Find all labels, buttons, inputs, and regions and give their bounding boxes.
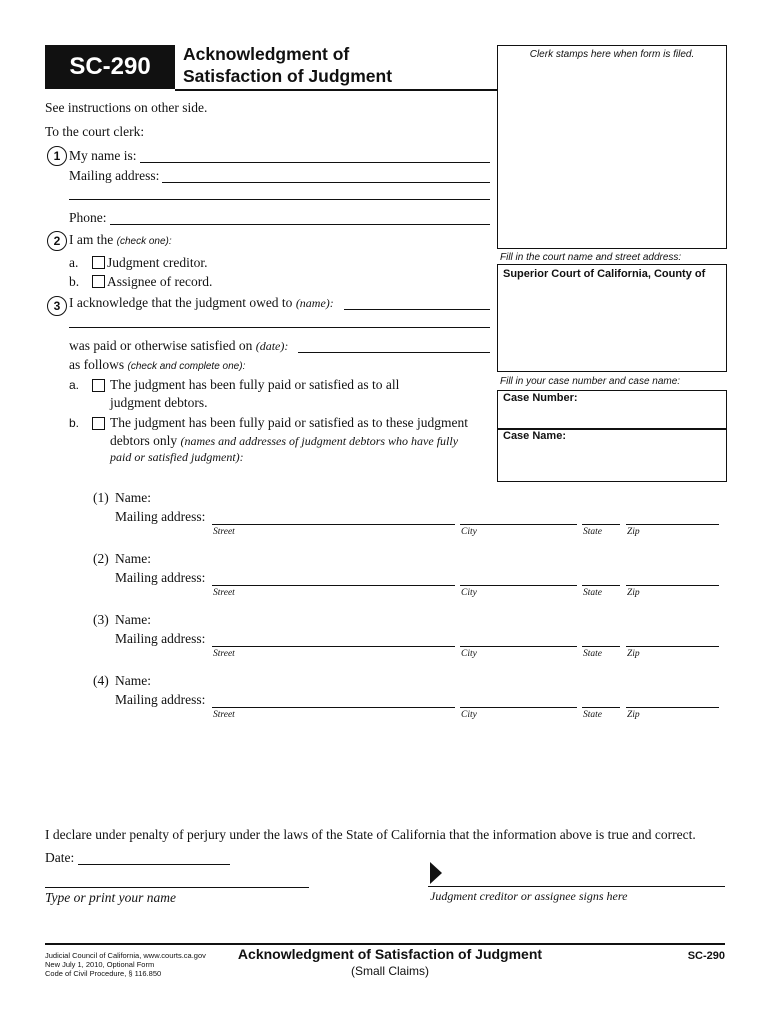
print-name-label: Type or print your name — [45, 890, 176, 905]
to-court-clerk: To the court clerk: — [45, 124, 145, 139]
footer-date: New July 1, 2010, Optional Form — [45, 960, 155, 969]
instructions-note: See instructions on other side. — [45, 100, 208, 115]
fully-paid-all-line2: judgment debtors. — [110, 395, 208, 410]
signature-label: Judgment creditor or assignee signs here — [430, 889, 628, 903]
check-one-hint: (check one): — [116, 236, 172, 247]
street-caption: Street — [213, 649, 235, 659]
debtor-mailing-label: Mailing address: — [115, 509, 206, 524]
debtor-number: (4) — [93, 673, 109, 688]
phone-field[interactable] — [110, 224, 490, 225]
paid-on-label — [69, 338, 288, 354]
option-3b-letter: b. — [69, 416, 80, 430]
debtor-mailing-label: Mailing address: — [115, 570, 206, 585]
debtor-zip-field[interactable] — [626, 585, 719, 586]
paid-on-text: was paid or otherwise satisfied on — [69, 338, 253, 353]
my-name-field[interactable] — [140, 162, 490, 163]
owed-to-name-field-2[interactable] — [69, 327, 490, 328]
footer-subtitle: (Small Claims) — [351, 964, 429, 978]
case-name-label: Case Name: — [503, 430, 566, 442]
court-box-label: Fill in the court name and street address: — [500, 252, 682, 263]
declaration-date-field[interactable] — [78, 864, 230, 865]
fully-paid-these-line1: The judgment has been fully paid or satisfied as to these judgment — [110, 415, 469, 430]
mailing-address-field-2[interactable] — [69, 199, 490, 200]
assignee-label: Assignee of record. — [107, 274, 213, 289]
name-hint: (name): — [295, 296, 334, 310]
court-name-text: Superior Court of California, County of — [503, 268, 706, 280]
zip-caption: Zip — [627, 649, 640, 659]
debtor-street-field[interactable] — [212, 646, 455, 647]
footer-code: Code of Civil Procedure, § 116.850 — [45, 969, 162, 978]
debtor-city-field[interactable] — [460, 585, 577, 586]
court-name-box[interactable] — [497, 264, 727, 372]
form-id-badge: SC-290 — [45, 45, 175, 89]
fully-paid-all-checkbox[interactable] — [92, 379, 105, 392]
debtors-hint-line1: (names and addresses of judgment debtors who have fully — [180, 434, 459, 448]
debtor-zip-field[interactable] — [626, 646, 719, 647]
footer-title: Acknowledgment of Satisfaction of Judgment — [237, 946, 543, 962]
i-am-the-label — [69, 232, 172, 248]
fully-paid-all-line1: The judgment has been fully paid or satisfied as to all — [110, 377, 400, 392]
footer-org: Judicial Council of California, www.courts.ca.gov — [45, 951, 206, 960]
paid-date-field[interactable] — [298, 352, 490, 353]
state-caption: State — [583, 588, 602, 598]
as-follows-label — [69, 357, 245, 373]
city-caption: City — [461, 710, 477, 720]
debtors-only-text: debtors only — [110, 433, 178, 448]
state-caption: State — [583, 710, 602, 720]
owed-to-name-field[interactable] — [344, 309, 490, 310]
signature-field[interactable] — [428, 886, 725, 887]
debtors-hint-line2: paid or satisfied judgment): — [110, 450, 244, 464]
debtor-mailing-label: Mailing address: — [115, 692, 206, 707]
section-2-badge: 2 — [47, 231, 67, 251]
debtor-city-field[interactable] — [460, 646, 577, 647]
state-caption: State — [583, 527, 602, 537]
debtor-name-label: Name: — [115, 490, 151, 505]
acknowledge-label — [69, 295, 334, 311]
street-caption: Street — [213, 588, 235, 598]
zip-caption: Zip — [627, 588, 640, 598]
zip-caption: Zip — [627, 527, 640, 537]
debtor-zip-field[interactable] — [626, 524, 719, 525]
assignee-checkbox[interactable] — [92, 275, 105, 288]
debtor-mailing-label: Mailing address: — [115, 631, 206, 646]
debtor-state-field[interactable] — [582, 524, 620, 525]
declaration-date-label: Date: — [45, 850, 75, 865]
option-2b-letter: b. — [69, 274, 80, 289]
debtor-street-field[interactable] — [212, 707, 455, 708]
debtor-number: (2) — [93, 551, 109, 566]
debtor-city-field[interactable] — [460, 524, 577, 525]
header-rule — [175, 89, 497, 91]
debtor-street-field[interactable] — [212, 585, 455, 586]
my-name-label: My name is: — [69, 148, 137, 163]
footer-form-id: SC-290 — [687, 950, 725, 962]
debtor-city-field[interactable] — [460, 707, 577, 708]
print-name-field[interactable] — [45, 887, 309, 888]
debtor-name-label: Name: — [115, 673, 151, 688]
debtor-zip-field[interactable] — [626, 707, 719, 708]
debtor-state-field[interactable] — [582, 707, 620, 708]
fully-paid-these-line2 — [110, 433, 458, 449]
mailing-address-label: Mailing address: — [69, 168, 160, 183]
acknowledge-text: I acknowledge that the judgment owed to — [69, 295, 293, 310]
section-1-badge: 1 — [47, 146, 67, 166]
as-follows-text: as follows — [69, 357, 125, 372]
option-2a-letter: a. — [69, 255, 79, 270]
declaration-text: I declare under penalty of perjury under the laws of the State of California that the information above is true and correct. — [45, 827, 696, 842]
debtor-name-label: Name: — [115, 551, 151, 566]
debtor-state-field[interactable] — [582, 646, 620, 647]
form-title-line2: Satisfaction of Judgment — [183, 66, 393, 86]
city-caption: City — [461, 649, 477, 659]
judgment-creditor-checkbox[interactable] — [92, 256, 105, 269]
fully-paid-these-checkbox[interactable] — [92, 417, 105, 430]
city-caption: City — [461, 527, 477, 537]
i-am-the-text: I am the — [69, 232, 114, 247]
street-caption: Street — [213, 710, 235, 720]
form-title-line1: Acknowledgment of — [183, 44, 350, 64]
debtor-name-label: Name: — [115, 612, 151, 627]
clerk-stamp-box — [497, 45, 727, 249]
debtor-state-field[interactable] — [582, 585, 620, 586]
debtor-number: (1) — [93, 490, 109, 505]
state-caption: State — [583, 649, 602, 659]
zip-caption: Zip — [627, 710, 640, 720]
clerk-stamp-label: Clerk stamps here when form is filed. — [529, 49, 695, 60]
mailing-address-field[interactable] — [162, 182, 490, 183]
sign-here-arrow-icon — [430, 862, 442, 884]
section-3-badge: 3 — [47, 296, 67, 316]
date-hint: (date): — [255, 339, 289, 353]
case-number-label: Case Number: — [503, 392, 578, 404]
debtor-street-field[interactable] — [212, 524, 455, 525]
phone-label: Phone: — [69, 210, 107, 225]
street-caption: Street — [213, 527, 235, 537]
debtor-number: (3) — [93, 612, 109, 627]
footer-rule — [45, 943, 725, 945]
case-box-label: Fill in your case number and case name: — [500, 376, 681, 387]
option-3a-letter: a. — [69, 378, 80, 392]
check-complete-hint: (check and complete one): — [127, 361, 246, 372]
city-caption: City — [461, 588, 477, 598]
judgment-creditor-label: Judgment creditor. — [107, 255, 208, 270]
